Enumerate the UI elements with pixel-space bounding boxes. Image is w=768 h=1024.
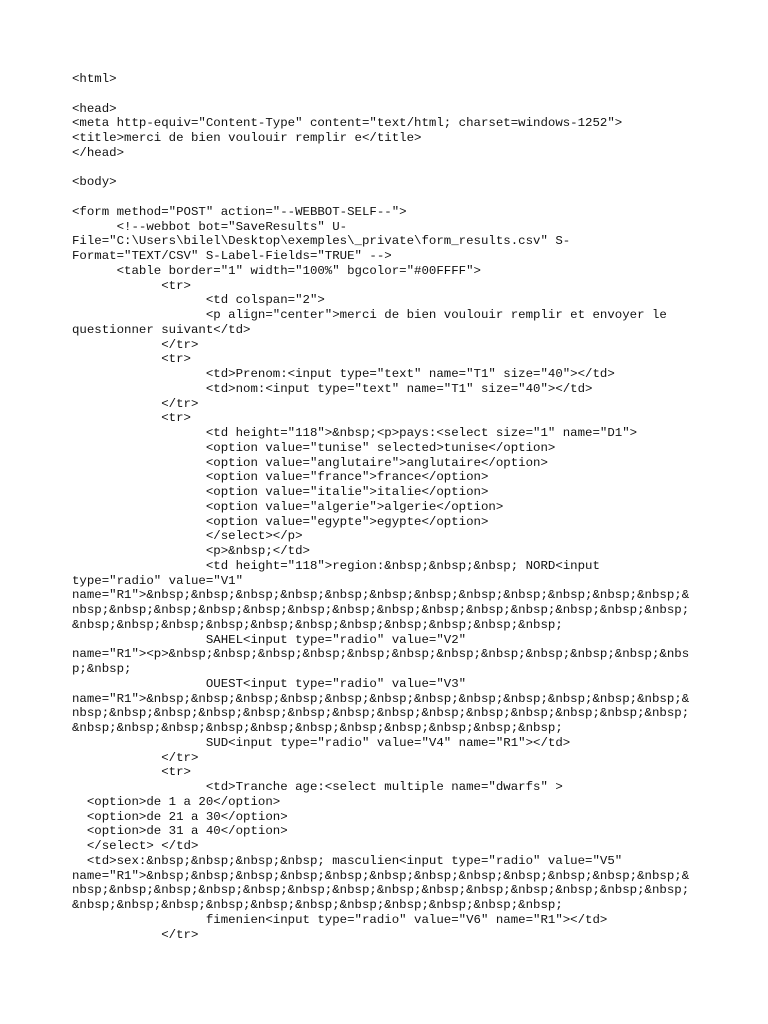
code-line: <option>de 21 a 30</option> xyxy=(72,809,288,824)
code-line: <tr> xyxy=(72,765,191,780)
code-line: SUD<input type="radio" value="V4" name="R1"></td> xyxy=(72,735,571,750)
code-line: Format="TEXT/CSV" S-Label-Fields="TRUE" --> xyxy=(72,249,392,263)
code-line: </select> </td> xyxy=(72,839,199,853)
code-line: <meta http-equiv="Content-Type" content="text/html; charset=windows-1252"> xyxy=(72,116,623,131)
code-line xyxy=(72,87,702,102)
code-line: nbsp;&nbsp;&nbsp;&nbsp;&nbsp;&nbsp;&nbsp;&nbsp;&nbsp;&nbsp;&nbsp;&nbsp;&nbsp;&nbsp; xyxy=(72,883,690,898)
code-line: OUEST<input type="radio" value="V3" xyxy=(72,676,467,691)
code-line: <!--webbot bot="SaveResults" U- xyxy=(72,219,348,234)
code-line: File="C:\Users\bilel\Desktop\exemples\_private\form_results.csv" S- xyxy=(72,234,571,249)
code-line: p;&nbsp; xyxy=(72,662,132,676)
code-line: <option value="algerie">algerie</option> xyxy=(72,499,504,514)
code-line: <tr> xyxy=(72,352,191,367)
code-line: nbsp;&nbsp;&nbsp;&nbsp;&nbsp;&nbsp;&nbsp;&nbsp;&nbsp;&nbsp;&nbsp;&nbsp;&nbsp;&nbsp; xyxy=(72,603,690,617)
code-line: </tr> xyxy=(72,750,199,765)
code-line: <tr> xyxy=(72,411,191,426)
code-line: <body> xyxy=(72,175,117,190)
code-line: name="R1">&nbsp;&nbsp;&nbsp;&nbsp;&nbsp;&nbsp;&nbsp;&nbsp;&nbsp;&nbsp;&nbsp;&nbsp;& xyxy=(72,691,690,706)
code-line: </head> xyxy=(72,145,125,160)
code-line: </tr> xyxy=(72,927,199,942)
code-line: </select></p> xyxy=(72,529,303,544)
code-line: fimenien<input type="radio" value="V6" name="R1"></td> xyxy=(72,912,608,927)
code-line: <option value="egypte">egypte</option> xyxy=(72,514,489,529)
code-line: <td height="118">region:&nbsp;&nbsp;&nbsp; NORD<input xyxy=(72,558,600,573)
code-line: <option value="france">france</option> xyxy=(72,470,489,485)
code-line: <td>Prenom:<input type="text" name="T1" size="40"></td> xyxy=(72,367,615,381)
code-line: <option value="tunise" selected>tunise</option> xyxy=(72,440,556,455)
code-line: <option value="anglutaire">anglutaire</option> xyxy=(72,455,548,470)
code-line: &nbsp;&nbsp;&nbsp;&nbsp;&nbsp;&nbsp;&nbsp;&nbsp;&nbsp;&nbsp;&nbsp; xyxy=(72,898,563,912)
code-line: </tr> xyxy=(72,396,199,411)
code-line: <table border="1" width="100%" bgcolor="#00FFFF"> xyxy=(72,263,481,278)
code-line: <option value="italie">italie</option> xyxy=(72,485,489,499)
code-line: &nbsp;&nbsp;&nbsp;&nbsp;&nbsp;&nbsp;&nbsp;&nbsp;&nbsp;&nbsp;&nbsp; xyxy=(72,721,563,735)
code-line: <td>Tranche age:<select multiple name="dwarfs" > xyxy=(72,780,563,794)
code-line: name="R1"><p>&nbsp;&nbsp;&nbsp;&nbsp;&nbsp;&nbsp;&nbsp;&nbsp;&nbsp;&nbsp;&nbsp;&nbs xyxy=(72,647,690,662)
code-line: <option>de 1 a 20</option> xyxy=(72,794,281,809)
code-line: <tr> xyxy=(72,278,191,293)
code-line: questionner suivant</td> xyxy=(72,322,251,337)
code-line: <html> xyxy=(72,72,117,86)
code-line: SAHEL<input type="radio" value="V2" xyxy=(72,632,467,647)
code-line: <td height="118">&nbsp;<p>pays:<select size="1" name="D1"> xyxy=(72,426,638,440)
code-line: </tr> xyxy=(72,337,199,352)
code-line xyxy=(72,190,702,205)
html-source-listing xyxy=(72,72,702,942)
code-line: <title>merci de bien voulouir remplir e</title> xyxy=(72,131,422,145)
code-line: <td colspan="2"> xyxy=(72,293,325,308)
code-line: &nbsp;&nbsp;&nbsp;&nbsp;&nbsp;&nbsp;&nbsp;&nbsp;&nbsp;&nbsp;&nbsp; xyxy=(72,617,563,632)
code-line xyxy=(72,161,702,176)
code-line: type="radio" value="V1" xyxy=(72,573,244,588)
code-line: <td>nom:<input type="text" name="T1" size="40"></td> xyxy=(72,381,593,396)
code-line: <head> xyxy=(72,101,117,116)
code-line: <p>&nbsp;</td> xyxy=(72,544,310,558)
code-line: <option>de 31 a 40</option> xyxy=(72,824,288,839)
code-line: <td>sex:&nbsp;&nbsp;&nbsp;&nbsp; masculien<input type="radio" value="V5" xyxy=(72,853,623,868)
code-line: <form method="POST" action="--WEBBOT-SELF--"> xyxy=(72,204,407,219)
code-line: name="R1">&nbsp;&nbsp;&nbsp;&nbsp;&nbsp;&nbsp;&nbsp;&nbsp;&nbsp;&nbsp;&nbsp;&nbsp;& xyxy=(72,868,690,883)
code-line: name="R1">&nbsp;&nbsp;&nbsp;&nbsp;&nbsp;&nbsp;&nbsp;&nbsp;&nbsp;&nbsp;&nbsp;&nbsp;& xyxy=(72,588,690,603)
code-line: <p align="center">merci de bien voulouir remplir et envoyer le xyxy=(72,308,667,322)
code-line: nbsp;&nbsp;&nbsp;&nbsp;&nbsp;&nbsp;&nbsp;&nbsp;&nbsp;&nbsp;&nbsp;&nbsp;&nbsp;&nbsp; xyxy=(72,706,690,721)
